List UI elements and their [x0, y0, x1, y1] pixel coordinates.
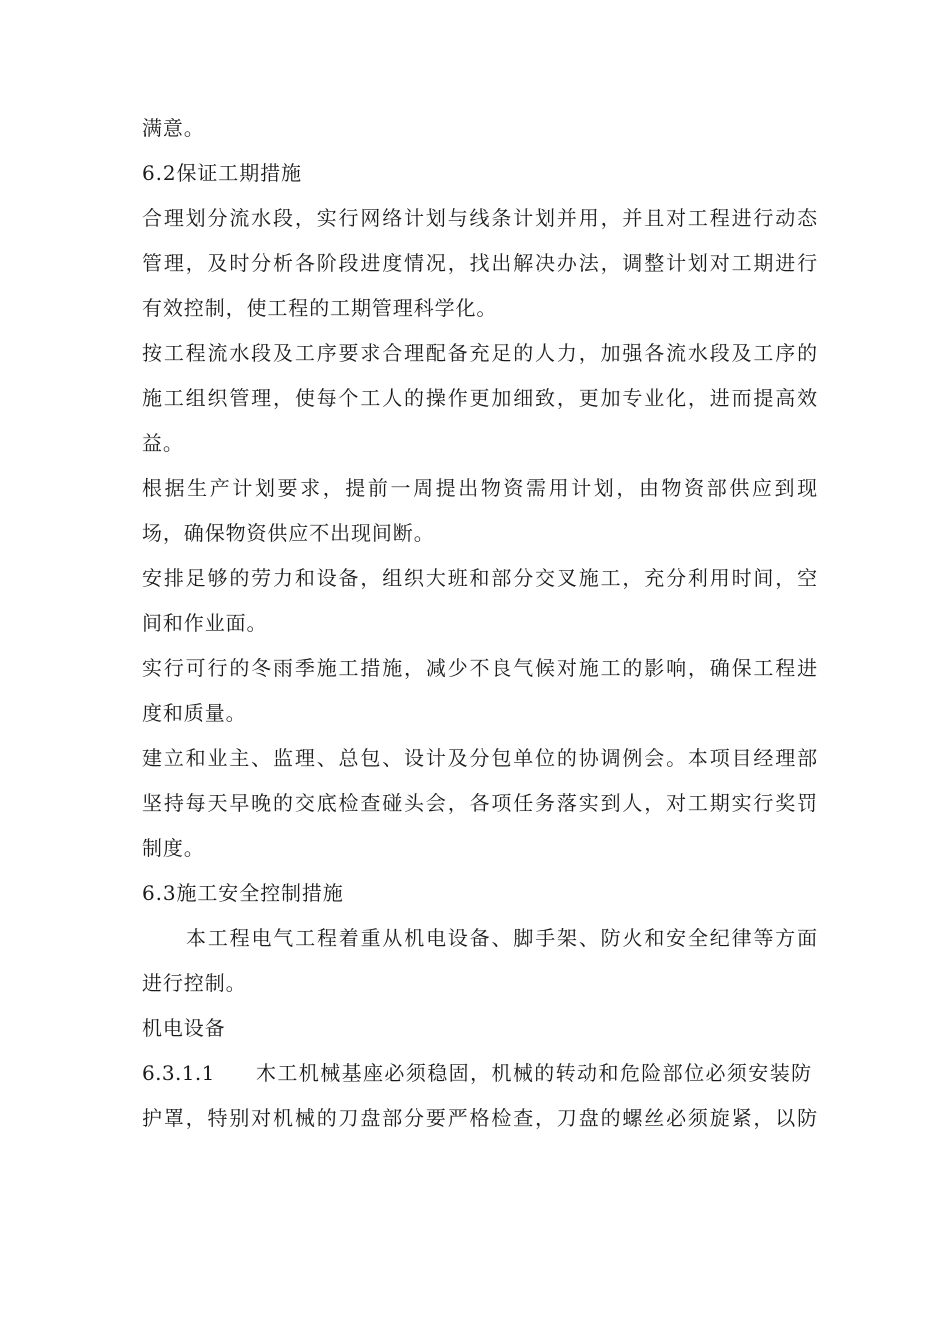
- clause-number: 6.3.1.1: [142, 1061, 215, 1085]
- paragraph-line: 坚持每天早晚的交底检查碰头会，各项任务落实到人，对工期实行奖罚: [142, 791, 818, 815]
- paragraph-line-indented: 本工程电气工程着重从机电设备、脚手架、防火和安全纪律等方面: [186, 926, 818, 950]
- clause-text: 木工机械基座必须稳固，机械的转动和危险部位必须安装防: [256, 1061, 812, 1085]
- clause-line: [142, 1051, 818, 1096]
- paragraph-line: 实行可行的冬雨季施工措施，减少不良气候对施工的影响，确保工程进: [142, 656, 818, 680]
- paragraph-line: 满意。: [142, 116, 205, 140]
- paragraph-line: 度和质量。: [142, 701, 247, 725]
- paragraph-line: 有效控制，使工程的工期管理科学化。: [142, 296, 498, 320]
- paragraph-line: 场，确保物资供应不出现间断。: [142, 521, 435, 545]
- paragraph-line: 按工程流水段及工序要求合理配备充足的人力，加强各流水段及工序的: [142, 341, 818, 365]
- subsection-heading: 机电设备: [142, 1016, 226, 1040]
- document-page: [142, 106, 818, 1141]
- paragraph-line: 益。: [142, 431, 184, 455]
- paragraph-line: 进行控制。: [142, 971, 247, 995]
- paragraph-line: 施工组织管理，使每个工人的操作更加细致，更加专业化，进而提高效: [142, 386, 818, 410]
- paragraph-line: 制度。: [142, 836, 205, 860]
- paragraph-line: 合理划分流水段，实行网络计划与线条计划并用，并且对工程进行动态: [142, 206, 818, 230]
- paragraph-line: 护罩，特别对机械的刀盘部分要严格检查，刀盘的螺丝必须旋紧，以防: [142, 1106, 818, 1130]
- section-heading-6-3: 6.3施工安全控制措施: [142, 881, 344, 905]
- paragraph-line: 建立和业主、监理、总包、设计及分包单位的协调例会。本项目经理部: [142, 746, 818, 770]
- paragraph-line: 安排足够的劳力和设备，组织大班和部分交叉施工，充分利用时间，空: [142, 566, 818, 590]
- paragraph-line: 管理，及时分析各阶段进度情况，找出解决办法，调整计划对工期进行: [142, 251, 818, 275]
- section-heading-6-2: 6.2保证工期措施: [142, 161, 302, 185]
- paragraph-line: 间和作业面。: [142, 611, 268, 635]
- paragraph-line: 根据生产计划要求，提前一周提出物资需用计划，由物资部供应到现: [142, 476, 818, 500]
